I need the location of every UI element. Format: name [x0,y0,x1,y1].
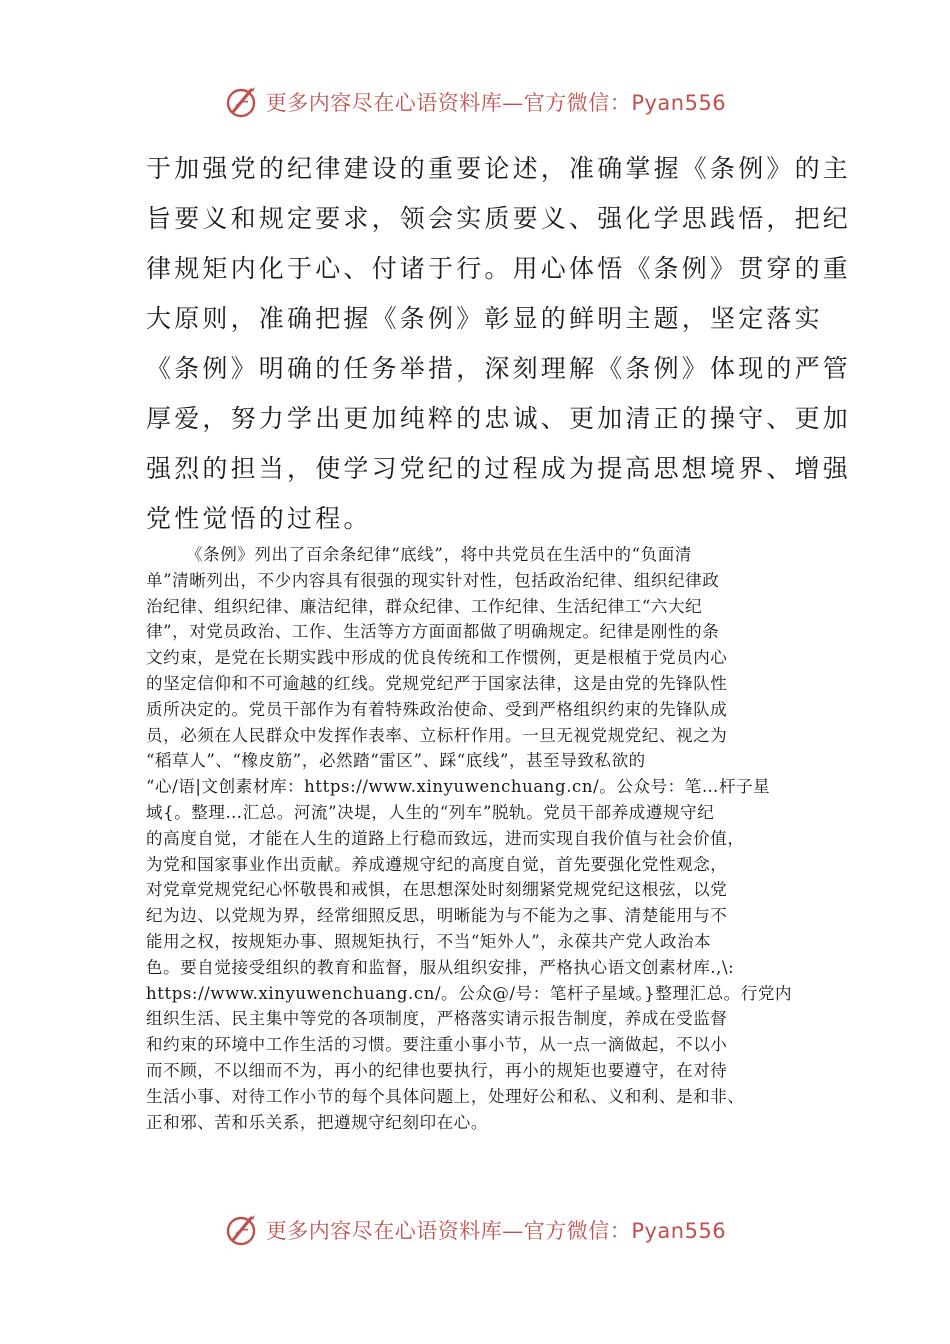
text-line: 厚爱，努力学出更加纯粹的忠诚、更加清正的操守、更加 [146,404,852,433]
text-line: 的高度自觉，才能在人生的道路上行稳而致远，进而实现自我价值与社会价值， [146,828,745,848]
pen-logo-icon [224,84,260,120]
text-line: 《条例》明确的任务举措，深刻理解《条例》体现的严管 [146,354,852,383]
text-line: 于加强党的纪律建设的重要论述，准确掌握《条例》的主 [146,154,852,183]
body-paragraph [146,542,814,1135]
text-line: 纪为边、以党规为界，经常细照反思，明晰能为与不能为之事、清楚能用与不 [146,906,728,926]
banner-text [266,1215,726,1245]
main-paragraph [146,144,852,544]
text-line: 而不顾，不以细而不为，再小的纪律也要执行，再小的规矩也要遵守，在对待 [146,1060,728,1080]
banner-label: 更多内容尽在心语资料库—官方微信： [265,1219,632,1243]
text-line: 生活小事、对待工作小节的每个具体问题上，处理好公和私、义和利、是和非、 [146,1086,745,1106]
banner-text [266,87,726,117]
text-line: 色。要自觉接受组织的教育和监督，服从组织安排，严格执心语文创素材库.,\: [146,957,735,977]
text-line: 对党章党规党纪心怀敬畏和戒惧，在思想深处时刻绷紧党规党纪这根弦，以党 [146,880,728,900]
text-line: 文约束，是党在长期实践中形成的优良传统和工作惯例，更是根植于党员内心 [146,648,728,668]
wechat-id: Pyan556 [631,91,727,115]
header-banner [0,80,950,124]
text-line: 旨要义和规定要求，领会实质要义、强化学思践悟，把纪 [146,204,852,233]
text-line: 为党和国家事业作出贡献。养成遵规守纪的高度自觉，首先要强化党性观念， [146,854,728,874]
text-line: 强烈的担当，使学习党纪的过程成为提高思想境界、增强 [146,454,852,483]
text-line: 员，必须在人民群众中发挥作表率、立标杆作用。一旦无视党规党纪、视之为 [146,725,728,745]
text-line: 律”，对党员政治、工作、生活等方方面面都做了明确规定。纪律是刚性的条 [146,622,720,642]
text-line: 的坚定信仰和不可逾越的红线。党规党纪严于国家法律，这是由党的先锋队性 [146,673,728,693]
wechat-id: Pyan556 [631,1219,727,1243]
text-line: 《条例》列出了百余条纪律“底线”，将中共党员在生活中的“负面清 [186,545,692,564]
text-line: https://www.xinyuwenchuang.cn/。公众@/号：笔杆子星域。}整理汇总。行党内 [146,983,793,1003]
text-line: 大原则，准确把握《条例》彰显的鲜明主题，坚定落实 [146,304,823,333]
text-line: 能用之权，按规矩办事、照规矩执行，不当“矩外人”，永葆共产党人政治本 [146,931,712,951]
text-line: 和约束的环境中工作生活的习惯。要注重小事小节，从一点一滴做起，不以小 [146,1035,728,1055]
footer-banner [0,1208,950,1252]
text-line: 组织生活、民主集中等党的各项制度，严格落实请示报告制度，养成在受监督 [146,1009,728,1029]
text-line: 域{。整理…汇总。河流”决堤，人生的“列车”脱轨。党员干部养成遵规守纪 [146,802,715,822]
text-line: 正和邪、苦和乐关系，把遵规守纪刻印在心。 [146,1112,488,1132]
text-line: “心/语|文创素材库：https://www.xinyuwenchuang.cn/。公众号：笔…杆子星 [146,777,771,797]
text-line: 单”清晰列出，不少内容具有很强的现实针对性，包括政治纪律、组织纪律政 [146,570,720,590]
text-line: 治纪律、组织纪律、廉洁纪律，群众纪律、工作纪律、生活纪律工“六大纪 [146,596,703,616]
text-line: “稻草人”、“橡皮筋”，必然踏“雷区”、踩“底线”，甚至导致私欲的 [146,751,646,771]
banner-label: 更多内容尽在心语资料库—官方微信： [265,91,632,115]
text-line: 律规矩内化于心、付诸于行。用心体悟《条例》贯穿的重 [146,254,852,283]
text-line: 质所决定的。党员干部作为有着特殊政治使命、受到严格组织约束的先锋队成 [146,699,728,719]
text-line: 党性觉悟的过程。 [146,504,372,533]
pen-logo-icon [224,1212,260,1248]
